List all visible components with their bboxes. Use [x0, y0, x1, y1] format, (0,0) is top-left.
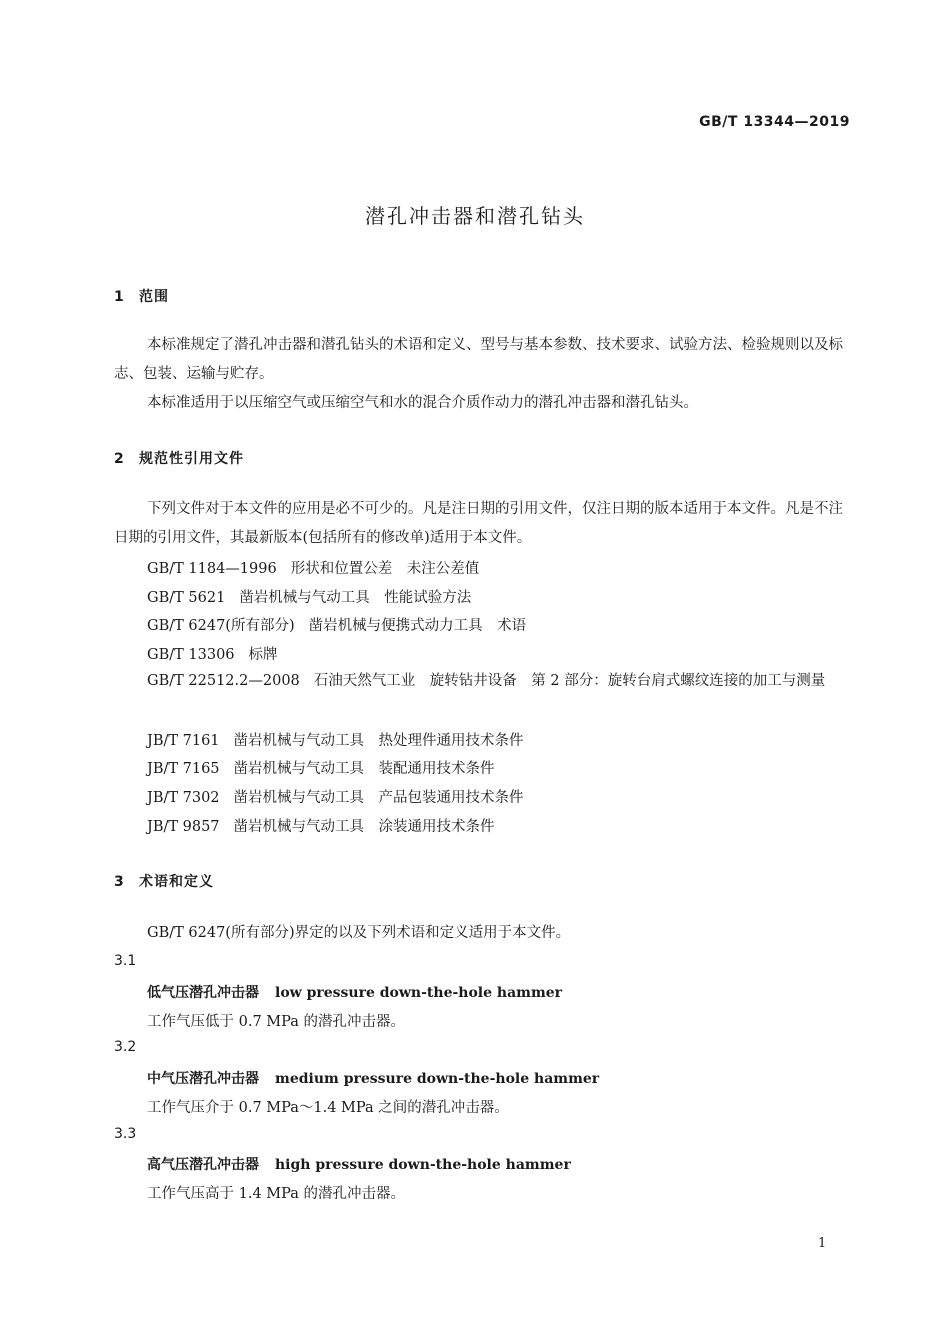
term-english: high pressure down-the-hole hammer	[275, 1157, 571, 1173]
term-definition: 工作气压低于 0.7 MPa 的潜孔冲击器。	[147, 1014, 405, 1030]
reference-title: 标牌	[248, 647, 278, 663]
section-number: 1	[114, 289, 125, 305]
reference-title: 凿岩机械与气动工具 热处理件通用技术条件	[233, 733, 524, 749]
reference-title: 凿岩机械与气动工具 装配通用技术条件	[233, 761, 495, 777]
references-intro-paragraph: 下列文件对于本文件的应用是必不可少的。凡是注日期的引用文件，仅注日期的版本适用于本文件。凡是不注日期的引用文件，其最新版本(包括所有的修改单)适用于本文件。	[114, 501, 843, 546]
reference-item	[147, 643, 278, 664]
reference-title: 凿岩机械与气动工具 性能试验方法	[239, 590, 472, 606]
term-entry	[147, 1154, 571, 1174]
reference-code: JB/T 7161	[147, 733, 220, 749]
reference-title: 凿岩机械与气动工具 涂装通用技术条件	[233, 819, 495, 835]
reference-code: JB/T 7165	[147, 761, 220, 777]
scope-body	[114, 331, 850, 418]
reference-code: GB/T 5621	[147, 590, 226, 606]
reference-code: GB/T 22512.2—2008	[147, 673, 300, 689]
section-number: 3	[114, 874, 125, 890]
reference-item	[147, 786, 524, 807]
term-definition: 工作气压介于 0.7 MPa～1.4 MPa 之间的潜孔冲击器。	[147, 1100, 509, 1116]
reference-item	[147, 586, 471, 607]
reference-item	[147, 757, 495, 778]
term-number: 3.3	[114, 1126, 137, 1142]
reference-title: 凿岩机械与气动工具 产品包装通用技术条件	[233, 790, 524, 806]
scope-paragraph: 本标准规定了潜孔冲击器和潜孔钻头的术语和定义、型号与基本参数、技术要求、试验方法、检验规则以及标志、包装、运输与贮存。	[114, 337, 843, 382]
term-number: 3.2	[114, 1039, 137, 1055]
term-english: medium pressure down-the-hole hammer	[275, 1071, 600, 1087]
term-definition: 工作气压高于 1.4 MPa 的潜孔冲击器。	[147, 1186, 405, 1202]
section-number: 2	[114, 451, 125, 467]
section-title: 术语和定义	[139, 874, 214, 890]
standard-code: GB/T 13344—2019	[699, 114, 850, 130]
term-entry	[147, 1068, 599, 1088]
term-chinese: 高气压潜孔冲击器	[147, 1157, 259, 1173]
reference-item	[147, 815, 495, 836]
section-heading-normative-references	[114, 448, 244, 468]
section-heading-terms	[114, 871, 214, 891]
term-chinese: 低气压潜孔冲击器	[147, 985, 259, 1001]
document-title: 潜孔冲击器和潜孔钻头	[365, 204, 585, 228]
reference-title: 凿岩机械与便携式动力工具 术语	[308, 618, 527, 634]
term-chinese: 中气压潜孔冲击器	[147, 1071, 259, 1087]
terms-intro: GB/T 6247(所有部分)界定的以及下列术语和定义适用于本文件。	[147, 925, 571, 941]
term-english: low pressure down-the-hole hammer	[275, 985, 563, 1001]
section-title: 规范性引用文件	[139, 451, 244, 467]
reference-item	[114, 667, 850, 696]
reference-item	[147, 614, 526, 635]
term-number: 3.1	[114, 953, 137, 969]
section-heading-scope	[114, 286, 169, 306]
reference-item	[147, 729, 524, 750]
scope-paragraph: 本标准适用于以压缩空气或压缩空气和水的混合介质作动力的潜孔冲击器和潜孔钻头。	[147, 395, 698, 411]
reference-code: GB/T 1184—1996	[147, 561, 277, 577]
reference-title: 形状和位置公差 未注公差值	[290, 561, 480, 577]
reference-code: JB/T 7302	[147, 790, 220, 806]
references-intro	[114, 495, 850, 553]
reference-code: JB/T 9857	[147, 819, 220, 835]
reference-item	[147, 557, 479, 578]
reference-code: GB/T 13306	[147, 647, 235, 663]
section-title: 范围	[139, 289, 169, 305]
term-entry	[147, 982, 562, 1002]
reference-code: GB/T 6247(所有部分)	[147, 618, 295, 634]
page-number: 1	[818, 1236, 827, 1251]
reference-title: 石油天然气工业 旋转钻井设备 第 2 部分：旋转台肩式螺纹连接的加工与测量	[313, 673, 826, 689]
